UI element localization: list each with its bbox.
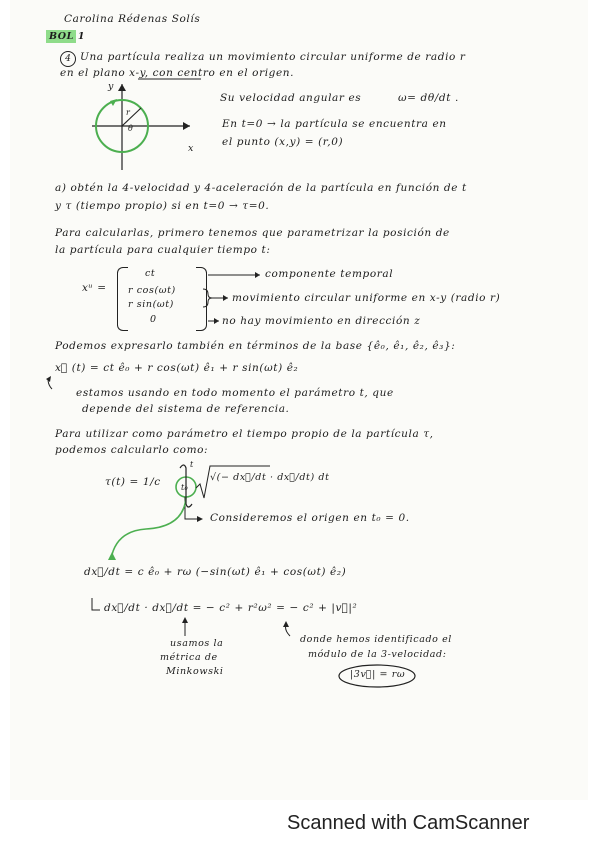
camscanner-watermark: Scanned with CamScanner: [287, 812, 530, 834]
label-r: r: [126, 108, 131, 117]
explain-line-1: Para calcularlas, primero tenemos que parametrizar la posición de: [55, 227, 450, 239]
initial-condition-line-1: En t=0 → la partícula se encuentra en: [222, 118, 447, 130]
matrix-bracket-right: [196, 267, 207, 331]
rotation-arrow: [110, 99, 117, 106]
author-name: Carolina Rédenas Solís: [64, 13, 201, 25]
module-note-2: módulo de la 3-velocidad:: [308, 649, 447, 660]
four-vector-symbol: xᵘ =: [82, 282, 107, 294]
vector-row-0: ct: [145, 268, 156, 279]
basis-line: Podemos expresarlo también en términos de la base {ê₀, ê₁, ê₂, ê₃}:: [55, 340, 456, 352]
integral-lower-limit: t₀: [181, 483, 189, 492]
x-axis-arrow: [183, 122, 190, 130]
part-a-line-2: y τ (tiempo propio) si en t=0 → τ=0.: [55, 200, 270, 212]
problem-line-1: Una partícula realiza un movimiento circular uniforme de radio r: [80, 51, 466, 63]
label-x: x: [188, 143, 194, 154]
proper-time-line-2: podemos calcularlo como:: [55, 444, 209, 456]
integrand: √(− dx⃗/dt · dx⃗/dt) dt: [210, 472, 330, 483]
proper-time-lhs: τ(t) = 1/c: [105, 476, 161, 488]
derivative-equation: dx⃗/dt = c ê₀ + rω (−sin(ωt) ê₁ + cos(ωt) ê₂): [84, 566, 347, 578]
metric-note-3: Minkowski: [166, 666, 224, 677]
dot-product-equation: dx⃗/dt · dx⃗/dt = − c² + r²ω² = − c² + |v⃗|²: [104, 602, 358, 614]
y-axis-arrow: [118, 84, 126, 91]
section-tag: BOL 1: [49, 31, 86, 42]
part-a-line-1: a) obtén la 4-velocidad y 4-aceleración de la partícula en función de t: [55, 182, 467, 194]
problem-number: 4: [60, 51, 76, 67]
metric-note-2: métrica de: [160, 652, 218, 663]
position-equation: x⃗ (t) = ct ê₀ + r cos(ωt) ê₁ + r sin(ωt) ê₂: [55, 362, 299, 374]
basis-note-1: estamos usando en todo momento el parámetro t, que: [76, 387, 394, 399]
vector-row-2: r sin(ωt): [128, 299, 174, 310]
note-circular: movimiento circular uniforme en x-y (radio r): [232, 292, 501, 304]
boxed-result: |3v⃗| = rω: [350, 669, 406, 680]
matrix-bracket-left: [117, 267, 128, 331]
vector-row-3: 0: [150, 314, 157, 325]
label-y: y: [108, 81, 114, 92]
velocity-text: Su velocidad angular es: [220, 92, 362, 104]
metric-note-1: usamos la: [170, 638, 224, 649]
problem-line-2: en el plano x-y, con centro en el origen.: [60, 67, 295, 79]
integral-upper-limit: t: [190, 460, 194, 469]
proper-time-line-1: Para utilizar como parámetro el tiempo propio de la partícula τ,: [55, 428, 434, 440]
origin-note: Consideremos el origen en t₀ = 0.: [210, 512, 410, 524]
explain-line-2: la partícula para cualquier tiempo t:: [55, 244, 271, 256]
basis-note-2: depende del sistema de referencia.: [82, 403, 290, 415]
module-note-1: donde hemos identificado el: [300, 634, 452, 645]
label-theta: θ: [128, 124, 134, 133]
note-z: no hay movimiento en dirección z: [222, 315, 421, 327]
vector-row-1: r cos(ωt): [128, 285, 176, 296]
initial-condition-line-2: el punto (x,y) = (r,0): [222, 136, 344, 148]
omega-equation: ω= dθ/dt .: [398, 92, 459, 104]
note-temporal: componente temporal: [265, 268, 394, 280]
